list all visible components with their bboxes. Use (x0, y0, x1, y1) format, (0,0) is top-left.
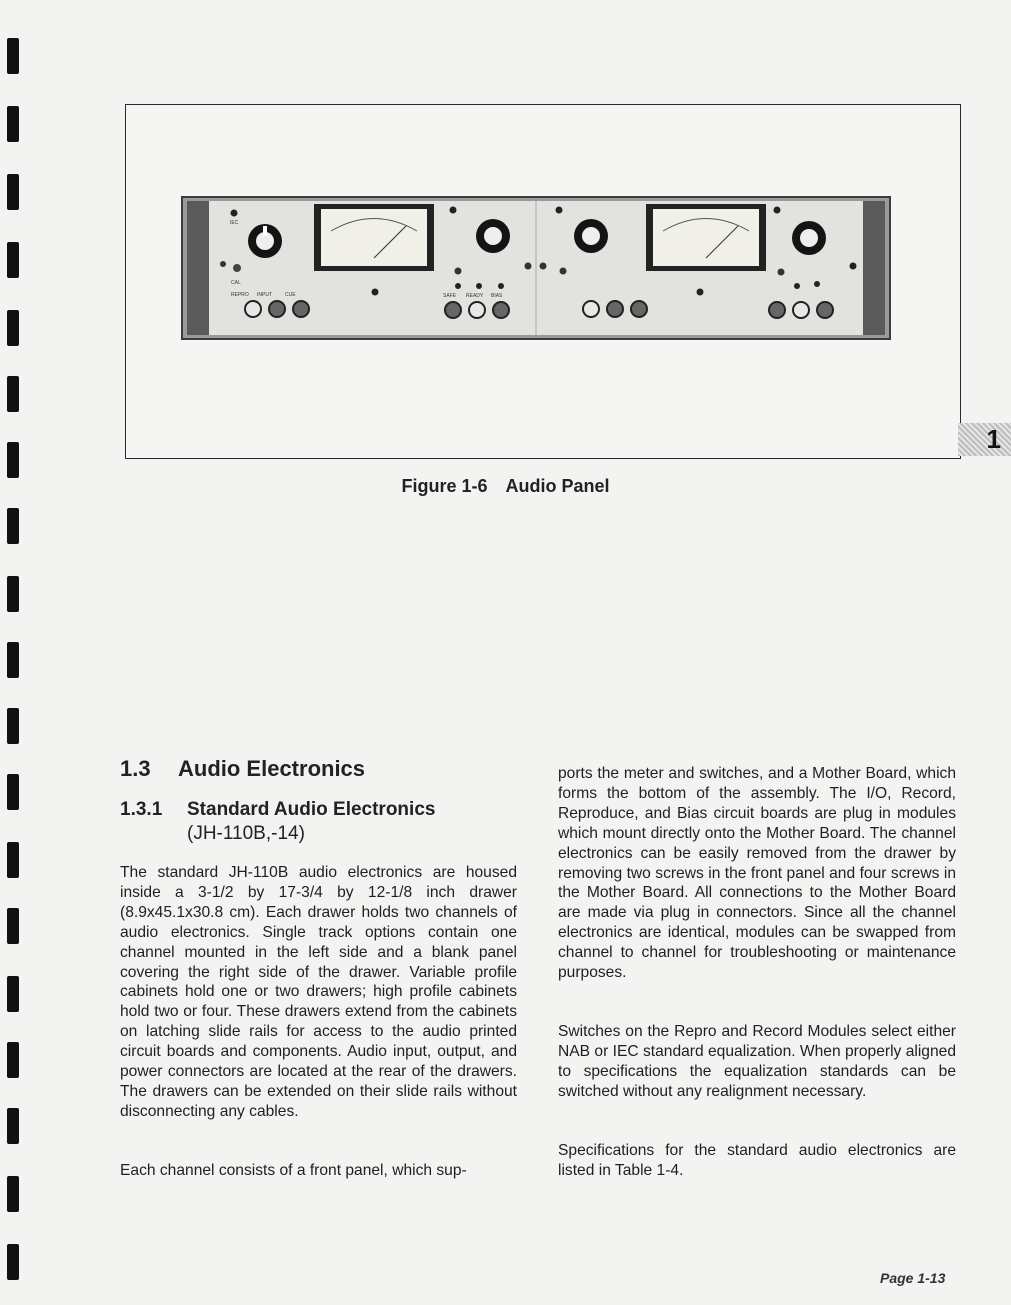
ready-label: READY (466, 293, 484, 299)
input-button[interactable] (607, 301, 623, 317)
section-title: Audio Electronics (178, 756, 366, 781)
binder-hole (7, 508, 19, 544)
input-button[interactable] (269, 301, 285, 317)
binder-hole (7, 310, 19, 346)
ready-button[interactable] (469, 302, 485, 318)
binder-hole (7, 174, 19, 210)
section-tab (958, 423, 1011, 456)
right-paragraph-3: Specifications for the standard audio electronics are listed in Table 1-4. (558, 1142, 956, 1179)
safe-button[interactable] (769, 302, 785, 318)
binder-hole (7, 1176, 19, 1212)
right-paragraph-2: Switches on the Repro and Record Modules select either NAB or IEC standard equalization. When properly aligned to specifications the equalization standards can be switched without any realignment necessary. (558, 1023, 956, 1100)
section-tab-label: 1 (986, 424, 1001, 454)
binder-hole (7, 1108, 19, 1144)
section-number: 1.3 (120, 756, 151, 781)
figure-title: Audio Panel (505, 476, 610, 496)
audio-panel-photo (181, 196, 891, 340)
cal-label: CAL (231, 280, 241, 286)
binder-hole (7, 976, 19, 1012)
binder-hole (7, 1042, 19, 1078)
figure-number: Figure 1-6 (401, 476, 488, 496)
right-paragraph-1: ports the meter and switches, and a Mother Board, which forms the bottom of the assembly. The I/O, Record, Reproduce, and Bias circuit boards are plug in modules which mount directly onto the Mother Board. The channel electronics can be easily removed from the drawer by removing two screws in the front panel and four screws in the Mother Board. All connections to the Mother Board are made via plug in connectors. Since all the channel electronics are identical, modules can be swapped from channel to channel for troubleshooting or maintenance purposes. (558, 765, 956, 982)
subsection-heading (120, 798, 435, 846)
binder-hole (7, 908, 19, 944)
binder-hole (7, 842, 19, 878)
bias-button[interactable] (493, 302, 509, 318)
left-paragraph-2: Each channel consists of a front panel, which sup- (120, 1162, 467, 1179)
ready-button[interactable] (793, 302, 809, 318)
binder-hole (7, 1244, 19, 1280)
repro-label: REPRO (231, 292, 249, 298)
page-number: Page 1-13 (880, 1270, 946, 1286)
binder-hole (7, 242, 19, 278)
bias-button[interactable] (817, 302, 833, 318)
subsection-number: 1.3.1 (120, 799, 163, 820)
repro-button[interactable] (245, 301, 261, 317)
binder-hole (7, 442, 19, 478)
repro-button[interactable] (583, 301, 599, 317)
cue-button[interactable] (631, 301, 647, 317)
input-label: INPUT (257, 292, 272, 298)
safe-button[interactable] (445, 302, 461, 318)
binder-hole (7, 708, 19, 744)
bias-label: BIAS (491, 293, 503, 299)
left-paragraph-1: The standard JH-110B audio electronics are housed inside a 3-1/2 by 17-3/4 by 12-1/8 inch drawer (8.9x45.1x30.8 cm). Each drawer holds two channels of audio electronics. Single track options contain one channel mounted in the left side and a blank panel covering the right side of the drawer. Variable profile cabinets hold one or two drawers; high profile cabinets hold two or four. These drawers extend from the cabinets on latching slide rails for access to the audio printed circuit boards and components. Audio input, output, and power connectors are located at the rear of the drawers. The drawers can be extended on their slide rails without disconnecting any cables. (120, 864, 517, 1120)
binder-hole (7, 106, 19, 142)
binder-hole (7, 576, 19, 612)
section-heading (120, 756, 365, 782)
binder-hole (7, 774, 19, 810)
subsection-subtitle: (JH-110B,-14) (187, 823, 305, 844)
safe-label: SAFE (443, 293, 457, 299)
binder-hole (7, 376, 19, 412)
iec-label: IEC (230, 220, 239, 226)
binder-hole (7, 38, 19, 74)
binder-hole (7, 642, 19, 678)
cue-button[interactable] (293, 301, 309, 317)
figure-caption (0, 476, 1011, 497)
subsection-title: Standard Audio Electronics (187, 799, 436, 820)
cue-label: CUE (285, 292, 296, 298)
